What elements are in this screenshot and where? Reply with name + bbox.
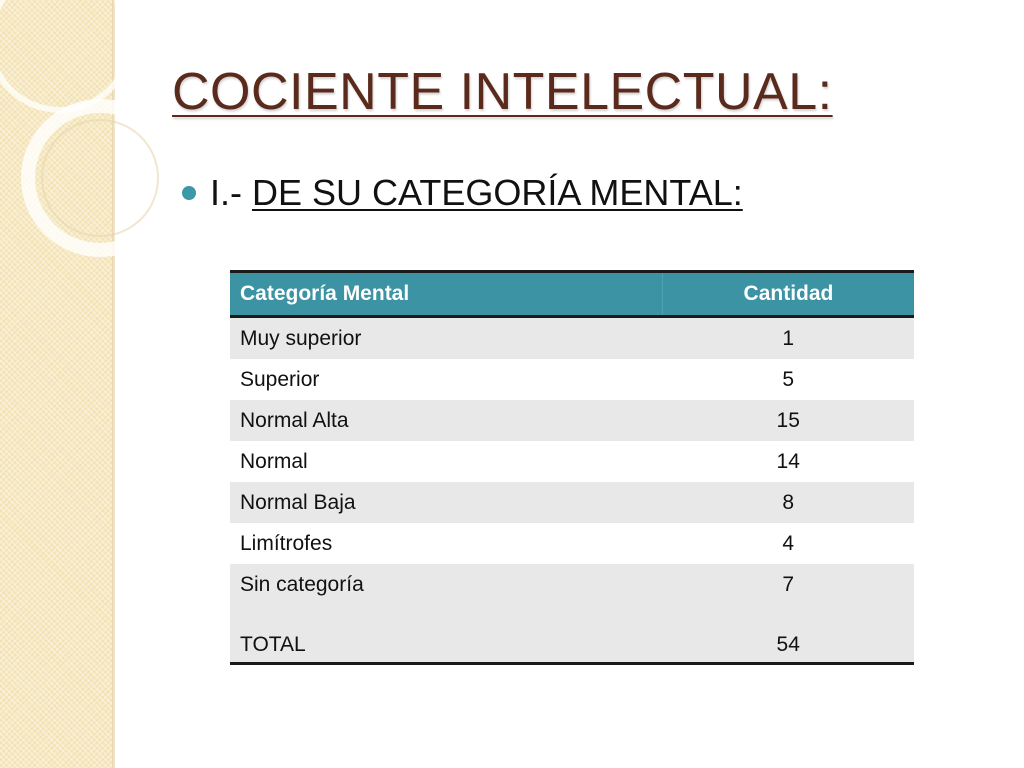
- cell-category: Normal: [230, 441, 662, 482]
- cell-category: Normal Alta: [230, 400, 662, 441]
- table-row: [230, 441, 914, 482]
- cell-quantity-sin-categoria: 7: [782, 573, 795, 596]
- cell-category: Normal Baja: [230, 482, 662, 523]
- table-header-row: [230, 272, 914, 317]
- table-row-final: [230, 564, 914, 664]
- cell-quantity: 5: [662, 359, 914, 400]
- cell-quantity: 4: [662, 523, 914, 564]
- header-quantity: Cantidad: [662, 272, 914, 317]
- cell-quantity-total: 54: [776, 633, 800, 656]
- table-row: [230, 359, 914, 400]
- cell-quantity: 8: [662, 482, 914, 523]
- bullet-heading: DE SU CATEGORÍA MENTAL:: [252, 172, 743, 213]
- deco-ring-lower: [28, 106, 172, 250]
- cell-quantity: 15: [662, 400, 914, 441]
- cell-category: Muy superior: [230, 317, 662, 360]
- header-category: Categoría Mental: [230, 272, 662, 317]
- cell-category-final: [230, 564, 662, 664]
- cell-category: Limítrofes: [230, 523, 662, 564]
- table-row: [230, 317, 914, 360]
- cell-quantity-final: [662, 564, 914, 664]
- cell-quantity: 14: [662, 441, 914, 482]
- category-table: [230, 270, 914, 665]
- slide-title: COCIENTE INTELECTUAL:: [172, 63, 833, 121]
- bullet-line: [182, 172, 743, 214]
- cell-category-sin-categoria: Sin categoría: [240, 573, 364, 596]
- deco-ring-upper: [0, 0, 130, 110]
- bullet-dot-icon: [182, 186, 196, 200]
- bullet-prefix: I.-: [210, 172, 242, 213]
- cell-category-total: TOTAL: [240, 633, 306, 656]
- table-row: [230, 523, 914, 564]
- cell-category: Superior: [230, 359, 662, 400]
- cell-quantity: 1: [662, 317, 914, 360]
- deco-ring-lower-shadow: [42, 120, 158, 236]
- decorative-rings: [0, 0, 160, 260]
- table-row: [230, 482, 914, 523]
- table-row: [230, 400, 914, 441]
